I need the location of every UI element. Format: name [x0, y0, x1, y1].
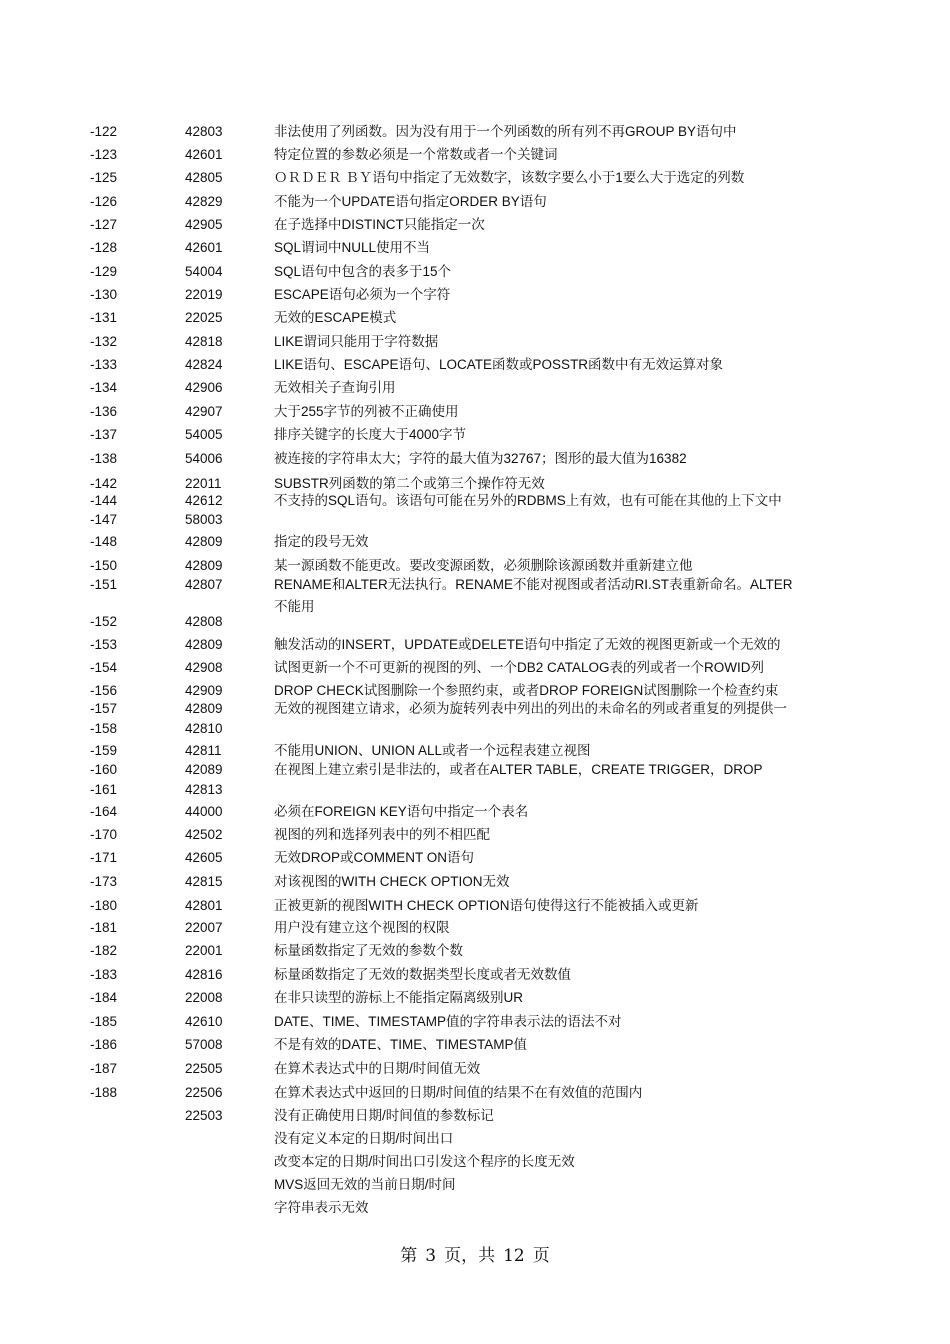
sqlcode: -136 [90, 404, 118, 419]
sqlcode: -154 [90, 660, 118, 675]
error-description: 被连接的字符串太大；字符的最大值为32767；图形的最大值为16382 [274, 451, 687, 466]
sqlcode: -173 [90, 874, 118, 889]
sqlcode: -125 [90, 170, 118, 185]
table-row [0, 510, 950, 530]
footer-mid: 页，共 [444, 1246, 496, 1266]
error-description: RENAME和ALTER无法执行。RENAME不能对视图或者活动RI.ST表重新命名。ALTER [274, 577, 793, 592]
sqlcode: -127 [90, 217, 118, 232]
sqlcode: -188 [90, 1085, 118, 1100]
error-description: 不支持的SQL语句。该语句可能在另外的RDBMS上有效，也有可能在其他的上下文中 [274, 493, 782, 508]
table-row [0, 575, 950, 595]
error-description: 不是有效的DATE、TIME、TIMESTAMP值 [274, 1037, 527, 1052]
sqlcode: -150 [90, 558, 118, 573]
table-row [0, 965, 950, 985]
sqlcode: -142 [90, 476, 118, 491]
sqlstate: 42801 [185, 898, 223, 913]
error-description: SQL语句中包含的表多于15个 [274, 264, 452, 279]
error-description: 某一源函数不能更改。要改变源函数，必须删除该源函数并重新建立他 [274, 558, 693, 573]
sqlstate: 42809 [185, 637, 223, 652]
error-description: MVS返回无效的当前日期/时间 [274, 1177, 456, 1192]
table-row [0, 238, 950, 258]
error-description: 视图的列和选择列表中的列不相匹配 [274, 827, 490, 842]
table-row [0, 332, 950, 352]
sqlcode: -156 [90, 683, 118, 698]
error-description: 用户没有建立这个视图的权限 [274, 920, 450, 935]
sqlcode: -158 [90, 721, 118, 736]
table-row [0, 491, 950, 511]
footer-current-page: 3 [425, 1246, 437, 1266]
sqlstate: 42601 [185, 240, 223, 255]
sqlstate: 22007 [185, 920, 223, 935]
sqlcode: -134 [90, 380, 118, 395]
error-description: 无效DROP或COMMENT ON语句 [274, 850, 475, 865]
table-row [0, 825, 950, 845]
sqlstate: 42808 [185, 614, 223, 629]
error-description: 没有定义本定的日期/时间出口 [274, 1131, 454, 1146]
sqlcode: -180 [90, 898, 118, 913]
error-description: SUBSTR列函数的第二个或第三个操作符无效 [274, 476, 545, 491]
error-description: 对该视图的WITH CHECK OPTION无效 [274, 874, 510, 889]
sqlstate: 42803 [185, 124, 223, 139]
sqlcode: -164 [90, 804, 118, 819]
sqlstate: 42809 [185, 701, 223, 716]
table-row [0, 635, 950, 655]
table-row [0, 355, 950, 375]
sqlcode: -151 [90, 577, 118, 592]
footer-suffix: 页 [532, 1246, 550, 1266]
sqlcode: -184 [90, 990, 118, 1005]
error-description: SQL谓词中NULL使用不当 [274, 240, 431, 255]
sqlcode: -161 [90, 782, 118, 797]
sqlstate: 42089 [185, 762, 223, 777]
sqlcode: -137 [90, 427, 118, 442]
table-row [0, 308, 950, 328]
sqlstate: 42601 [185, 147, 223, 162]
sqlstate: 22019 [185, 287, 223, 302]
sqlstate: 42824 [185, 357, 223, 372]
sqlcode: -144 [90, 493, 118, 508]
sqlstate: 57008 [185, 1037, 223, 1052]
sqlstate: 42829 [185, 194, 223, 209]
page-footer [0, 1241, 950, 1266]
sqlstate: 22505 [185, 1061, 223, 1076]
error-description: 改变本定的日期/时间出口引发这个程序的长度无效 [274, 1154, 575, 1169]
error-description: LIKE谓词只能用于字符数据 [274, 334, 439, 349]
sqlstate: 54005 [185, 427, 223, 442]
error-description: DROP CHECK试图删除一个参照约束，或者DROP FOREIGN试图删除一个检查约束 [274, 683, 779, 698]
sqlstate: 42909 [185, 683, 223, 698]
sqlcode: -157 [90, 701, 118, 716]
sqlstate: 54004 [185, 264, 223, 279]
sqlcode: -186 [90, 1037, 118, 1052]
sqlstate: 42612 [185, 493, 223, 508]
table-row [0, 760, 950, 780]
sqlstate: 22506 [185, 1085, 223, 1100]
sqlcode: -126 [90, 194, 118, 209]
sqlstate: 42906 [185, 380, 223, 395]
error-description: ＯＲＤＥＲ ＢＹ语句中指定了无效数字，该数字要么小于1要么大于选定的列数 [274, 170, 745, 185]
sqlstate: 42818 [185, 334, 223, 349]
sqlstate: 42502 [185, 827, 223, 842]
table-row [0, 848, 950, 868]
error-description: 没有正确使用日期/时间值的参数标记 [274, 1108, 494, 1123]
sqlstate: 42816 [185, 967, 223, 982]
table-row [0, 1012, 950, 1032]
sqlstate: 22001 [185, 943, 223, 958]
error-description: 不能用 [274, 599, 315, 614]
table-row [0, 1059, 950, 1079]
sqlstate: 22011 [185, 476, 222, 491]
error-description: 正被更新的视图WITH CHECK OPTION语句使得这行不能被插入或更新 [274, 898, 699, 913]
table-row [0, 780, 950, 800]
sqlstate: 58003 [185, 512, 223, 527]
table-row [0, 1035, 950, 1055]
sqlstate: 42908 [185, 660, 223, 675]
sqlcode: -130 [90, 287, 118, 302]
table-row [0, 741, 950, 761]
table-row [0, 1198, 950, 1218]
table-row [0, 145, 950, 165]
table-row [0, 402, 950, 422]
sqlstate: 42809 [185, 558, 223, 573]
error-description: 触发活动的INSERT，UPDATE或DELETE语句中指定了无效的视图更新或一个无效的 [274, 637, 781, 652]
error-description: 特定位置的参数必须是一个常数或者一个关键词 [274, 147, 558, 162]
sqlstate: 22008 [185, 990, 223, 1005]
sqlstate: 44000 [185, 804, 223, 819]
error-description: ESCAPE语句必须为一个字符 [274, 287, 451, 302]
sqlcode: -171 [90, 850, 118, 865]
error-description: 在算术表达式中返回的日期/时间值的结果不在有效值的范围内 [274, 1085, 643, 1100]
sqlcode: -132 [90, 334, 118, 349]
table-row [0, 699, 950, 719]
sqlcode: -129 [90, 264, 118, 279]
table-row [0, 285, 950, 305]
sqlcode: -131 [90, 310, 118, 325]
error-description: 标量函数指定了无效的数据类型长度或者无效数值 [274, 967, 571, 982]
sqlcode: -181 [90, 920, 118, 935]
sqlcode: -148 [90, 534, 118, 549]
error-description: 指定的段号无效 [274, 534, 369, 549]
error-description: 不能为一个UPDATE语句指定ORDER BY语句 [274, 194, 547, 209]
table-row [0, 262, 950, 282]
table-row [0, 802, 950, 822]
error-description: 试图更新一个不可更新的视图的列、一个DB2 CATALOG表的列或者一个ROWID列 [274, 660, 765, 675]
error-description: DATE、TIME、TIMESTAMP值的字符串表示法的语法不对 [274, 1014, 622, 1029]
error-description: 无效的视图建立请求，必须为旋转列表中列出的列出的未命名的列或者重复的列提供一 [274, 701, 787, 716]
sqlstate: 42813 [185, 782, 223, 797]
sqlstate: 42907 [185, 404, 223, 419]
sqlstate: 42605 [185, 850, 223, 865]
error-description: 非法使用了列函数。因为没有用于一个列函数的所有列不再GROUP BY语句中 [274, 124, 737, 139]
error-description: 大于255字节的列被不正确使用 [274, 404, 459, 419]
sqlcode: -159 [90, 743, 118, 758]
table-row [0, 896, 950, 916]
sqlstate: 42811 [185, 743, 222, 758]
sqlcode: -185 [90, 1014, 118, 1029]
error-description: 必须在FOREIGN KEY语句中指定一个表名 [274, 804, 529, 819]
table-row [0, 719, 950, 739]
sqlstate: 42807 [185, 577, 223, 592]
table-row [0, 449, 950, 469]
table-row [0, 612, 950, 632]
sqlstate: 42815 [185, 874, 223, 889]
table-row [0, 872, 950, 892]
table-row [0, 556, 950, 576]
sqlstate: 22503 [185, 1108, 223, 1123]
sqlcode: -128 [90, 240, 118, 255]
sqlcode: -122 [90, 124, 118, 139]
table-row [0, 122, 950, 142]
sqlstate: 42905 [185, 217, 223, 232]
table-row [0, 941, 950, 961]
sqlcode: -152 [90, 614, 118, 629]
table-row [0, 1152, 950, 1172]
table-row [0, 1175, 950, 1195]
sqlcode: -187 [90, 1061, 118, 1076]
footer-prefix: 第 [400, 1246, 418, 1266]
table-row [0, 988, 950, 1008]
sqlcode: -182 [90, 943, 118, 958]
table-row [0, 532, 950, 552]
sqlcode: -170 [90, 827, 118, 842]
table-row [0, 681, 950, 701]
table-row [0, 1106, 950, 1126]
sqlstate: 42809 [185, 534, 223, 549]
error-description: 不能用UNION、UNION ALL或者一个远程表建立视图 [274, 743, 591, 758]
sqlcode: -123 [90, 147, 118, 162]
sqlstate: 42805 [185, 170, 223, 185]
error-description: 在算术表达式中的日期/时间值无效 [274, 1061, 481, 1076]
table-row [0, 168, 950, 188]
error-description: LIKE语句、ESCAPE语句、LOCATE函数或POSSTR函数中有无效运算对象 [274, 357, 724, 372]
error-description: 排序关键字的长度大于4000字节 [274, 427, 467, 442]
sqlcode: -160 [90, 762, 118, 777]
table-row [0, 1129, 950, 1149]
error-description: 无效的ESCAPE模式 [274, 310, 397, 325]
table-row [0, 425, 950, 445]
error-description: 在子选择中DISTINCT只能指定一次 [274, 217, 485, 232]
sqlstate: 42810 [185, 721, 223, 736]
sqlcode: -133 [90, 357, 118, 372]
sqlstate: 54006 [185, 451, 223, 466]
error-description: 标量函数指定了无效的参数个数 [274, 943, 463, 958]
footer-total-pages: 12 [503, 1246, 525, 1266]
table-row [0, 1083, 950, 1103]
sqlcode: -183 [90, 967, 118, 982]
error-description: 字符串表示无效 [274, 1200, 369, 1215]
sqlcode: -147 [90, 512, 118, 527]
table-row [0, 658, 950, 678]
table-row [0, 192, 950, 212]
table-row [0, 215, 950, 235]
sqlcode: -138 [90, 451, 118, 466]
table-row [0, 918, 950, 938]
sqlstate: 22025 [185, 310, 223, 325]
sqlstate: 42610 [185, 1014, 223, 1029]
sqlcode: -153 [90, 637, 118, 652]
error-description: 无效相关子查询引用 [274, 380, 396, 395]
error-description: 在视图上建立索引是非法的，或者在ALTER TABLE，CREATE TRIGGER，DROP [274, 762, 763, 777]
error-description: 在非只读型的游标上不能指定隔离级别UR [274, 990, 523, 1005]
table-row [0, 378, 950, 398]
